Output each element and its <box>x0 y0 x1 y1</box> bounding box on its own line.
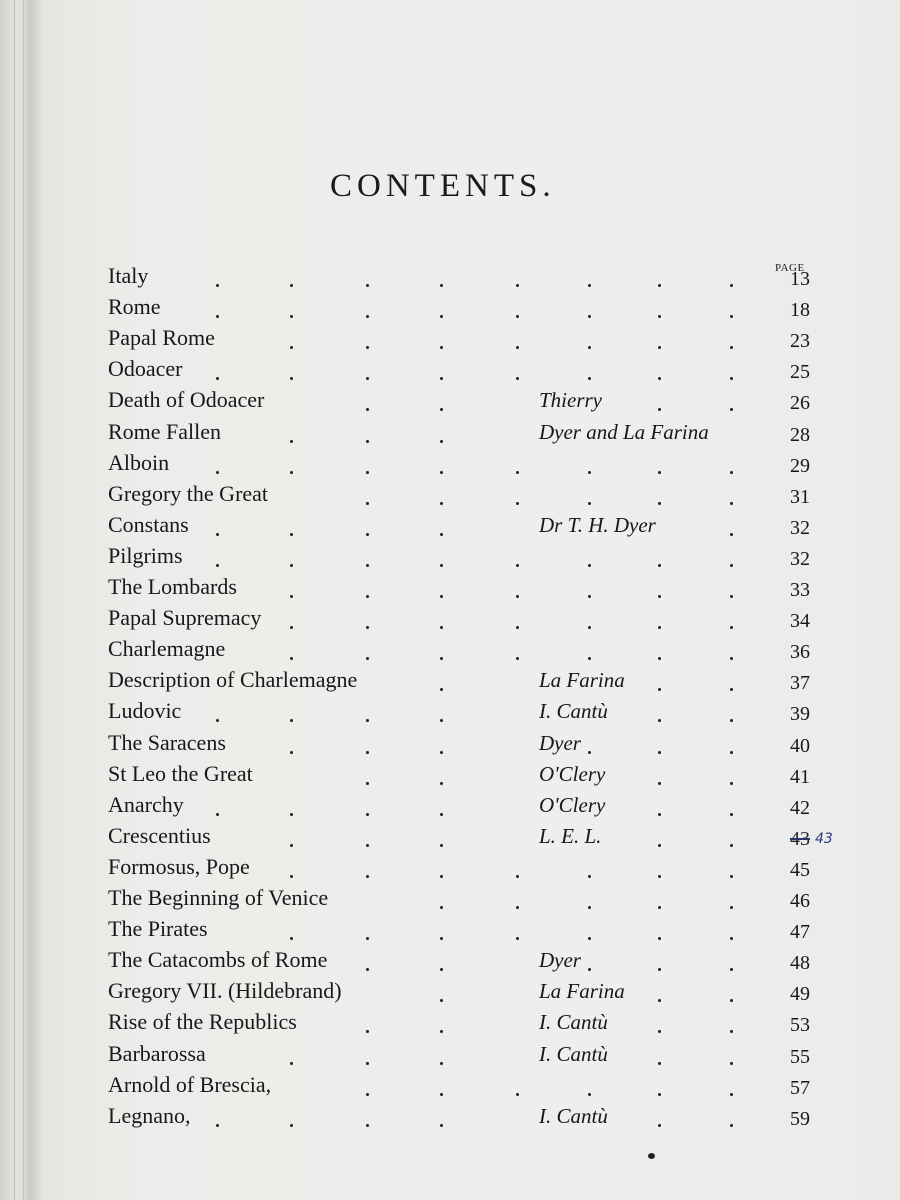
leader-dot <box>516 875 519 878</box>
leader-dot <box>658 564 661 567</box>
leader-dot <box>730 1062 733 1065</box>
leader-dot <box>440 564 443 567</box>
leader-dot <box>658 626 661 629</box>
leader-dot <box>516 626 519 629</box>
leader-dot <box>658 844 661 847</box>
toc-entry-title: St Leo the Great <box>108 760 253 786</box>
leader-dot <box>366 844 369 847</box>
leader-dot <box>730 875 733 878</box>
toc-entry-page: 26 <box>790 392 810 415</box>
toc-entry-title: Alboin <box>108 449 170 475</box>
toc-entry-title: The Pirates <box>108 916 208 942</box>
leader-dot <box>440 1062 443 1065</box>
leader-dot <box>730 782 733 785</box>
leader-dot <box>440 844 443 847</box>
leader-dot <box>366 968 369 971</box>
toc-entry-author: I. Cantù <box>539 1103 608 1128</box>
toc-entry-page: 31 <box>790 485 810 508</box>
toc-entry-page: 48 <box>790 952 810 975</box>
leader-dot <box>730 844 733 847</box>
page-column-header: PAGE <box>775 262 805 274</box>
leader-dot <box>658 315 661 318</box>
leader-dot <box>366 346 369 349</box>
toc-row <box>0 544 900 575</box>
leader-dot <box>440 719 443 722</box>
toc-row <box>0 1104 900 1135</box>
leader-dot <box>366 471 369 474</box>
leader-dot <box>588 502 591 505</box>
leader-dot <box>440 595 443 598</box>
leader-dot <box>440 999 443 1002</box>
handwritten-correction: 43 <box>815 830 833 847</box>
toc-row <box>0 264 900 295</box>
leader-dot <box>290 751 293 754</box>
leader-dot <box>730 751 733 754</box>
page-title: CONTENTS. <box>330 168 556 204</box>
toc-row <box>0 482 900 513</box>
toc-entry-page: 53 <box>790 1014 810 1037</box>
toc-entry-page: 23 <box>790 330 810 353</box>
leader-dot <box>290 813 293 816</box>
toc-entry-page: 42 <box>790 796 810 819</box>
toc-row <box>0 979 900 1010</box>
leader-dot <box>730 471 733 474</box>
leader-dot <box>658 284 661 287</box>
leader-dot <box>290 315 293 318</box>
toc-row <box>0 326 900 357</box>
leader-dot <box>658 875 661 878</box>
leader-dot <box>730 657 733 660</box>
toc-row <box>0 388 900 419</box>
leader-dot <box>366 875 369 878</box>
toc-entry-page: 57 <box>790 1076 810 1099</box>
toc-entry-author: Thierry <box>539 388 602 413</box>
toc-row <box>0 731 900 762</box>
leader-dot <box>440 533 443 536</box>
leader-dot <box>440 315 443 318</box>
leader-dot <box>516 595 519 598</box>
toc-entry-title: Anarchy <box>108 791 184 817</box>
leader-dot <box>440 1093 443 1096</box>
leader-dot <box>366 626 369 629</box>
leader-dot <box>730 533 733 536</box>
leader-dot <box>516 346 519 349</box>
toc-entry-title: Italy <box>108 263 149 288</box>
toc-entry-page: 59 <box>790 1107 810 1130</box>
leader-dot <box>290 875 293 878</box>
leader-dot <box>216 533 219 536</box>
toc-entry-author: I. Cantù <box>539 1010 608 1035</box>
leader-dot <box>440 502 443 505</box>
toc-entry-title: Rome Fallen <box>108 418 222 444</box>
leader-dot <box>290 346 293 349</box>
leader-dot <box>216 377 219 380</box>
leader-dot <box>730 937 733 940</box>
leader-dot <box>440 377 443 380</box>
toc-entry-author: Dyer <box>539 948 581 973</box>
leader-dot <box>290 595 293 598</box>
toc-entry-page: 43 <box>790 827 810 850</box>
leader-dot <box>730 968 733 971</box>
leader-dot <box>516 471 519 474</box>
leader-dot <box>516 937 519 940</box>
toc-entry-title: Rome <box>108 294 161 320</box>
toc-row <box>0 668 900 699</box>
leader-dot <box>730 906 733 909</box>
toc-entry-title: Crescentius <box>108 822 211 848</box>
toc-entry-title: Barbarossa <box>108 1040 206 1066</box>
leader-dot <box>366 1124 369 1127</box>
leader-dot <box>216 719 219 722</box>
toc-row <box>0 886 900 917</box>
leader-dot <box>366 813 369 816</box>
leader-dot <box>516 657 519 660</box>
leader-dot <box>730 408 733 411</box>
toc-entry-title: Death of Odoacer <box>108 387 265 413</box>
toc-entry-author: L. E. L. <box>539 823 602 848</box>
leader-dot <box>516 315 519 318</box>
toc-entry-title: Formosus, Pope <box>108 853 250 879</box>
leader-dot <box>730 626 733 629</box>
toc-entry-page: 34 <box>790 610 810 633</box>
toc-entry-page: 45 <box>790 858 810 881</box>
leader-dot <box>366 657 369 660</box>
leader-dot <box>588 657 591 660</box>
leader-dot <box>366 1030 369 1033</box>
toc-entry-title: Papal Rome <box>108 325 215 351</box>
toc-entry-page: 55 <box>790 1045 810 1068</box>
toc-row <box>0 762 900 793</box>
leader-dot <box>588 315 591 318</box>
leader-dot <box>366 533 369 536</box>
toc-entry-author: La Farina <box>539 979 625 1004</box>
toc-entry-title: The Catacombs of Rome <box>108 947 328 973</box>
leader-dot <box>658 688 661 691</box>
leader-dot <box>516 377 519 380</box>
leader-dot <box>730 1124 733 1127</box>
toc-entry-page: 18 <box>790 299 810 322</box>
leader-dot <box>588 751 591 754</box>
leader-dot <box>658 502 661 505</box>
leader-dot <box>658 782 661 785</box>
leader-dot <box>658 813 661 816</box>
leader-dot <box>588 595 591 598</box>
leader-dot <box>216 315 219 318</box>
leader-dot <box>588 875 591 878</box>
leader-dot <box>658 719 661 722</box>
toc-entry-title: Charlemagne <box>108 636 226 662</box>
leader-dot <box>366 937 369 940</box>
leader-dot <box>366 440 369 443</box>
leader-dot <box>588 626 591 629</box>
leader-dot <box>730 595 733 598</box>
leader-dot <box>730 502 733 505</box>
leader-dot <box>366 782 369 785</box>
leader-dot <box>516 906 519 909</box>
leader-dot <box>658 1062 661 1065</box>
toc-entry-title: The Saracens <box>108 729 226 755</box>
leader-dot <box>290 626 293 629</box>
leader-dot <box>366 564 369 567</box>
leader-dot <box>658 1093 661 1096</box>
toc-row <box>0 824 900 855</box>
leader-dot <box>366 595 369 598</box>
leader-dot <box>730 1030 733 1033</box>
leader-dot <box>588 284 591 287</box>
toc-row <box>0 699 900 730</box>
toc-row <box>0 917 900 948</box>
toc-entry-page: 40 <box>790 734 810 757</box>
leader-dot <box>658 999 661 1002</box>
leader-dot <box>730 688 733 691</box>
leader-dot <box>730 377 733 380</box>
leader-dot <box>730 284 733 287</box>
toc-entry-author: O'Clery <box>539 761 606 786</box>
toc-entry-title: The Beginning of Venice <box>108 885 329 910</box>
leader-dot <box>658 408 661 411</box>
toc-entry-title: Pilgrims <box>108 542 183 568</box>
toc-entry-title: Arnold of Brescia, <box>108 1071 272 1097</box>
toc-entry-page: 25 <box>790 361 810 384</box>
toc-entry-author: Dr T. H. Dyer <box>539 512 656 537</box>
leader-dot <box>730 999 733 1002</box>
leader-dot <box>440 813 443 816</box>
toc-entry-title: Gregory VII. (Hildebrand) <box>108 978 342 1004</box>
leader-dot <box>730 564 733 567</box>
toc-entry-author: O'Clery <box>539 792 606 817</box>
toc-entry-page: 13 <box>790 268 810 290</box>
leader-dot <box>290 937 293 940</box>
leader-dot <box>588 937 591 940</box>
leader-dot <box>366 1093 369 1096</box>
leader-dot <box>290 844 293 847</box>
leader-dot <box>730 346 733 349</box>
leader-dot <box>730 1093 733 1096</box>
leader-dot <box>366 315 369 318</box>
leader-dot <box>516 284 519 287</box>
leader-dot <box>216 564 219 567</box>
ink-speck <box>648 1153 655 1159</box>
leader-dot <box>730 813 733 816</box>
leader-dot <box>216 813 219 816</box>
leader-dot <box>290 533 293 536</box>
leader-dot <box>440 782 443 785</box>
leader-dot <box>366 408 369 411</box>
toc-entry-page: 32 <box>790 547 810 570</box>
leader-dot <box>440 440 443 443</box>
leader-dot <box>588 377 591 380</box>
leader-dot <box>366 751 369 754</box>
leader-dot <box>730 315 733 318</box>
toc-row <box>0 295 900 326</box>
toc-row <box>0 637 900 668</box>
leader-dot <box>440 875 443 878</box>
leader-dot <box>440 657 443 660</box>
toc-entry-page: 49 <box>790 983 810 1006</box>
leader-dot <box>658 968 661 971</box>
toc-entry-title: Rise of the Republics <box>108 1009 297 1035</box>
leader-dot <box>588 471 591 474</box>
leader-dot <box>290 1062 293 1065</box>
toc-entry-title: Odoacer <box>108 356 183 382</box>
leader-dot <box>516 1093 519 1096</box>
leader-dot <box>658 751 661 754</box>
toc-row <box>0 606 900 637</box>
toc-entry-page: 39 <box>790 703 810 726</box>
toc-row <box>0 1042 900 1073</box>
leader-dot <box>440 906 443 909</box>
toc-entry-author: I. Cantù <box>539 699 608 724</box>
leader-dot <box>588 1093 591 1096</box>
toc-entry-page: 33 <box>790 579 810 601</box>
leader-dot <box>658 937 661 940</box>
toc-row <box>0 575 900 606</box>
leader-dot <box>216 471 219 474</box>
toc-row <box>0 420 900 451</box>
leader-dot <box>658 377 661 380</box>
toc-entry-page: 32 <box>790 516 810 539</box>
leader-dot <box>366 502 369 505</box>
toc-entry-author: La Farina <box>539 668 625 693</box>
leader-dot <box>290 471 293 474</box>
toc-entry-title: Constans <box>108 511 189 537</box>
toc-entry-page: 41 <box>790 765 810 788</box>
leader-dot <box>440 751 443 754</box>
leader-dot <box>440 346 443 349</box>
toc-row <box>0 357 900 388</box>
toc-row <box>0 1073 900 1104</box>
toc-entry-page: 29 <box>790 454 810 477</box>
leader-dot <box>588 906 591 909</box>
leader-dot <box>730 719 733 722</box>
toc-entry-author: Dyer and La Farina <box>539 419 709 444</box>
leader-dot <box>658 1124 661 1127</box>
toc-entry-title: Ludovic <box>108 698 182 724</box>
toc-entry-page: 47 <box>790 921 810 944</box>
leader-dot <box>516 564 519 567</box>
toc-row <box>0 451 900 482</box>
toc-entry-page: 37 <box>790 672 810 695</box>
toc-entry-title: Papal Supremacy <box>108 605 262 631</box>
leader-dot <box>366 719 369 722</box>
toc-entry-title: The Lombards <box>108 574 237 599</box>
toc-row <box>0 855 900 886</box>
leader-dot <box>440 408 443 411</box>
leader-dot <box>440 688 443 691</box>
leader-dot <box>658 1030 661 1033</box>
leader-dot <box>366 1062 369 1065</box>
toc-row <box>0 513 900 544</box>
toc-entry-title: Description of Charlemagne <box>108 667 358 693</box>
leader-dot <box>658 595 661 598</box>
leader-dot <box>658 346 661 349</box>
leader-dot <box>658 471 661 474</box>
toc-entry-page: 36 <box>790 641 810 664</box>
leader-dot <box>366 377 369 380</box>
leader-dot <box>440 284 443 287</box>
leader-dot <box>290 719 293 722</box>
toc-entry-page: 28 <box>790 423 810 446</box>
leader-dot <box>658 657 661 660</box>
leader-dot <box>366 284 369 287</box>
leader-dot <box>216 284 219 287</box>
leader-dot <box>440 1030 443 1033</box>
leader-dot <box>440 937 443 940</box>
leader-dot <box>658 906 661 909</box>
leader-dot <box>290 1124 293 1127</box>
leader-dot <box>588 564 591 567</box>
toc-row <box>0 948 900 979</box>
toc-entry-title: Legnano, <box>108 1102 191 1128</box>
toc-entry-title: Gregory the Great <box>108 480 269 506</box>
leader-dot <box>290 440 293 443</box>
toc-entry-author: Dyer <box>539 730 581 755</box>
leader-dot <box>440 1124 443 1127</box>
leader-dot <box>588 346 591 349</box>
leader-dot <box>440 471 443 474</box>
toc-row <box>0 1010 900 1041</box>
leader-dot <box>440 626 443 629</box>
leader-dot <box>216 1124 219 1127</box>
toc-entry-author: I. Cantù <box>539 1041 608 1066</box>
leader-dot <box>290 564 293 567</box>
leader-dot <box>290 377 293 380</box>
leader-dot <box>516 502 519 505</box>
leader-dot <box>290 284 293 287</box>
toc-row <box>0 793 900 824</box>
toc-entry-page: 46 <box>790 890 810 912</box>
leader-dot <box>440 968 443 971</box>
leader-dot <box>588 968 591 971</box>
leader-dot <box>290 657 293 660</box>
